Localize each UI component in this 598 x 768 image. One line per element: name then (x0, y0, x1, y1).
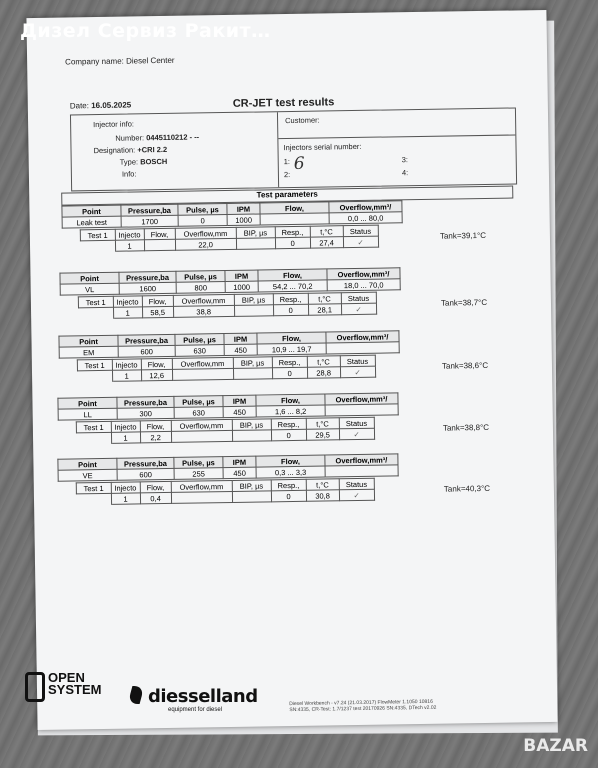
param-header: IPM (224, 333, 257, 345)
temp-cell: 28,1 (308, 304, 341, 316)
result-header: BIP, µs (232, 480, 271, 492)
param-header: Point (58, 458, 117, 470)
serial-1: 1: (283, 157, 291, 167)
param-header: Pressure,ba (117, 396, 174, 408)
type-value: BOSCH (140, 156, 168, 167)
info-row (122, 169, 137, 178)
injector-cell: 1 (111, 432, 140, 443)
overflow-range-cell: 18,0 ... 70,0 (327, 279, 400, 291)
flow-range-cell: 0,3 ... 3,3 (256, 466, 325, 478)
result-header: Overflow,mm (172, 357, 233, 369)
resp-cell: 0 (271, 429, 306, 441)
info-hdivider (278, 134, 515, 139)
designation-row (93, 145, 167, 155)
pulse-cell: 255 (174, 468, 223, 480)
date-label: Date: (69, 101, 90, 111)
test-result-table (77, 355, 376, 383)
param-header: Pressure,ba (121, 204, 178, 216)
injector-cell: 1 (111, 493, 140, 504)
param-header: Pressure,ba (119, 271, 176, 283)
watermark: BAZAR (523, 736, 588, 756)
param-header: Overflow,mm³/ (325, 454, 398, 466)
date-value: 16.05.2025 (91, 100, 132, 111)
resp-cell: 0 (271, 490, 306, 502)
bip-cell (232, 491, 271, 503)
test-report-sheet (26, 10, 557, 730)
number-row (115, 132, 199, 142)
handwritten-serial: 6 (293, 153, 305, 174)
test-result-table (80, 225, 379, 253)
overflow-range-cell: 0,0 ... 80,0 (329, 212, 402, 224)
result-header: Test 1 (77, 359, 112, 371)
param-header: Flow, (258, 269, 327, 281)
open-system-word2: SYSTEM (48, 682, 102, 697)
param-header: Overflow,mm³/ (326, 331, 399, 343)
result-header: Overflow,mm (171, 419, 232, 431)
result-flow-cell: 12,6 (141, 369, 172, 380)
overflow-range-cell (325, 404, 398, 416)
tank-temperature: Tank=38,8°C (442, 422, 490, 433)
pressure-cell: 600 (118, 345, 175, 357)
page-header-text: Дизел Сервиз Ракит… (20, 20, 271, 42)
open-system-mark-icon (25, 672, 45, 702)
status-check-icon: ✓ (340, 366, 375, 378)
result-header: Injecto (111, 421, 140, 432)
number-label: Number: (115, 133, 145, 143)
injector-cell: 1 (112, 370, 141, 381)
param-header: Overflow,mm³/ (327, 268, 400, 280)
result-overflow-cell (172, 368, 233, 380)
designation-value: +CRI 2.2 (137, 144, 168, 155)
result-header: Overflow,mm (173, 294, 234, 306)
result-overflow-cell (171, 491, 232, 503)
param-header: IPM (223, 395, 256, 407)
date-line (70, 100, 132, 110)
result-header: t,°C (310, 226, 343, 238)
result-header: Test 1 (78, 296, 113, 308)
test-result-table (76, 417, 375, 445)
company-label: Company name: (65, 56, 124, 67)
point-cell: EM (59, 346, 118, 358)
injector-cell: 1 (113, 307, 142, 318)
result-overflow-cell (171, 430, 232, 442)
result-header: t,°C (306, 479, 339, 491)
flow-range-cell: 10,9 ... 19,7 (257, 343, 326, 355)
result-header: Flow, (141, 358, 172, 369)
result-overflow-cell: 38,8 (173, 305, 234, 317)
ipm-cell: 1000 (225, 281, 258, 293)
status-check-icon: ✓ (339, 489, 374, 501)
tank-temperature: Tank=38,6°C (441, 360, 489, 371)
result-header: Resp., (271, 418, 306, 430)
test-result-table (78, 292, 377, 320)
injector-cell: 1 (115, 240, 144, 251)
diesselland-tagline: equipment for diesel (168, 707, 223, 713)
pressure-cell: 1600 (119, 282, 176, 294)
result-header: BIP, µs (236, 227, 275, 239)
param-header: Flow, (256, 455, 325, 467)
result-header: Resp., (273, 293, 308, 305)
result-header: Status (341, 292, 376, 304)
result-header: t,°C (307, 356, 340, 368)
pulse-cell: 630 (174, 407, 223, 419)
param-header: IPM (223, 456, 256, 468)
param-header: Pulse, µs (178, 204, 227, 216)
status-check-icon: ✓ (341, 303, 376, 315)
tank-temperature: Tank=39,1°C (439, 230, 487, 241)
param-header: Point (59, 335, 118, 347)
param-header: Flow, (256, 394, 325, 406)
info-divider (277, 112, 279, 187)
number-value: 0445110212 - -- (146, 132, 200, 143)
temp-cell: 27,4 (310, 237, 343, 249)
test-parameters-title: Test parameters (61, 186, 513, 206)
injector-info-heading: Injector info: (93, 119, 135, 130)
result-header: Flow, (140, 481, 171, 492)
result-header: Overflow,mm (171, 480, 232, 492)
param-header: Pulse, µs (174, 457, 223, 469)
tank-temperature: Tank=38,7°C (440, 297, 488, 308)
result-header: Flow, (140, 420, 171, 431)
diesselland-name: diesselland (148, 686, 258, 707)
report-title: CR-JET test results (232, 96, 335, 110)
diesselland-logo (138, 686, 258, 713)
param-header: Overflow,mm³/ (329, 201, 402, 213)
result-header: BIP, µs (232, 419, 271, 431)
result-header: BIP, µs (233, 357, 272, 369)
point-cell: LL (58, 408, 117, 420)
bip-cell (232, 430, 271, 442)
overflow-range-cell (326, 342, 399, 354)
point-cell: VL (60, 283, 119, 295)
designation-label: Designation: (93, 145, 136, 156)
software-footnote: Diesel Workbench - v7.24 (21.03.2017) FlowMeter 1.1050 10816 SN:4335, CR-Test: 1.7/1237 test 20170926 SN:4335, DTech v2.02 (289, 698, 437, 714)
param-header: IPM (227, 203, 260, 215)
company-name: Diesel Center (125, 55, 175, 66)
result-header: Resp., (275, 226, 310, 238)
result-header: Status (339, 417, 374, 429)
result-header: BIP, µs (234, 294, 273, 306)
customer-label: Customer: (285, 115, 320, 126)
status-check-icon: ✓ (339, 428, 374, 440)
result-header: Flow, (144, 228, 175, 239)
param-header: Flow, (260, 202, 329, 214)
param-header: Point (60, 272, 119, 284)
serial-3: 3: (401, 155, 409, 165)
serial-4: 4: (401, 168, 409, 178)
info-label: Info: (121, 169, 137, 179)
result-header: t,°C (308, 293, 341, 305)
result-header: t,°C (306, 418, 339, 430)
result-header: Injecto (111, 482, 140, 493)
flow-range-cell (260, 213, 329, 225)
result-flow-cell: 0,4 (140, 492, 171, 503)
ipm-cell: 450 (223, 467, 256, 479)
result-header: Resp., (271, 479, 306, 491)
ipm-cell: 450 (223, 406, 256, 418)
flow-range-cell: 1,6 ... 8,2 (256, 405, 325, 417)
point-cell: VE (58, 469, 117, 481)
resp-cell: 0 (272, 367, 307, 379)
tank-temperature: Tank=40,3°C (443, 483, 491, 494)
result-header: Injecto (113, 296, 142, 307)
pulse-cell: 0 (178, 215, 227, 227)
resp-cell: 0 (275, 237, 310, 249)
result-header: Injecto (112, 359, 141, 370)
ipm-cell: 450 (224, 344, 257, 356)
result-header: Injecto (115, 229, 144, 240)
result-header: Status (343, 225, 378, 237)
result-header: Overflow,mm (175, 227, 236, 239)
param-header: Pressure,ba (117, 457, 174, 469)
open-system-word1: OPEN (48, 670, 85, 685)
point-cell: Leak test (62, 216, 121, 228)
result-header: Test 1 (76, 482, 111, 494)
pressure-cell: 1700 (121, 215, 178, 227)
result-flow-cell: 58,5 (142, 306, 173, 317)
overflow-range-cell (325, 465, 398, 477)
param-header: Pulse, µs (175, 334, 224, 346)
param-header: Pressure,ba (118, 334, 175, 346)
result-flow-cell: 2,2 (140, 431, 171, 442)
type-label: Type: (119, 157, 139, 167)
status-check-icon: ✓ (343, 236, 378, 248)
temp-cell: 30,8 (306, 490, 339, 502)
param-header: Pulse, µs (176, 271, 225, 283)
param-header: IPM (225, 270, 258, 282)
temp-cell: 28,8 (307, 367, 340, 379)
param-header: Flow, (257, 332, 326, 344)
flow-range-cell: 54,2 ... 70,2 (258, 280, 327, 292)
bip-cell (233, 368, 272, 380)
bip-cell (236, 238, 275, 250)
result-header: Test 1 (80, 229, 115, 241)
pulse-cell: 630 (175, 345, 224, 357)
serial-2: 2: (283, 170, 291, 180)
result-flow-cell (144, 239, 175, 250)
param-header: Pulse, µs (174, 396, 223, 408)
param-header: Point (58, 397, 117, 409)
result-header: Flow, (142, 295, 173, 306)
param-header: Point (62, 205, 121, 217)
resp-cell: 0 (273, 304, 308, 316)
param-header: Overflow,mm³/ (325, 393, 398, 405)
bip-cell (234, 305, 273, 317)
pulse-cell: 800 (176, 282, 225, 294)
ipm-cell: 1000 (227, 214, 260, 226)
pressure-cell: 600 (117, 468, 174, 480)
company-line (65, 56, 175, 67)
result-header: Status (339, 478, 374, 490)
pressure-cell: 300 (117, 407, 174, 419)
test-result-table (76, 478, 375, 506)
result-header: Resp., (272, 356, 307, 368)
injector-info-box (70, 107, 517, 191)
type-row (120, 157, 168, 167)
serial-heading: Injectors serial number: (283, 141, 362, 153)
result-overflow-cell: 22,0 (175, 238, 236, 250)
open-system-logo (25, 672, 101, 702)
result-header: Test 1 (76, 421, 111, 433)
result-header: Status (340, 355, 375, 367)
temp-cell: 29,5 (306, 429, 339, 441)
